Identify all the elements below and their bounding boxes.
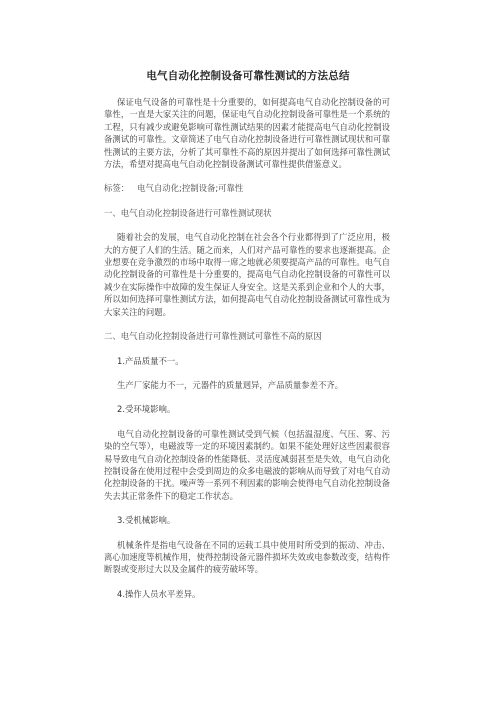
item-4-heading: 4.操作人员水平差异。: [117, 588, 201, 599]
keywords-line: [104, 182, 390, 194]
document-body: [104, 96, 390, 612]
section-2-heading: 二、电气自动化控制设备进行可靠性测试可靠性不高的原因: [104, 331, 322, 342]
item-1-paragraph: 生产厂家能力不一，元器件的质量迥异，产品质量参差不齐。: [117, 379, 344, 390]
item-2-heading: 2.受环境影响。: [117, 404, 176, 415]
keywords-label: 标签：: [104, 183, 130, 194]
item-3-paragraph: 机械条件是指电气设备在不同的运载工具中使用时所受到的振动、冲击、离心加速度等机械作用，使得控制设备元器件损坏失效或电参数改变，结构件断裂或变形过大以及金属件的疲劳破坏等。: [104, 539, 390, 575]
section-1-heading: 一、电气自动化控制设备进行可靠性测试现状: [104, 207, 272, 218]
abstract-paragraph: 保证电气设备的可靠性是十分重要的，如何提高电气自动化控制设备的可靠性，一直是大家关注的问题，保证电气自动化控制设备可靠性是一个系统的工程，只有减少或避免影响可靠性测试结果的因素才能提高电气自动化控制设备测试的可靠性。文章简述了电气自动化控制设备进行可靠性测试现状和可靠性测试的主要方法，分析了其可靠性不高的原因并提出了如何选择可靠性测试方法，希望对提高电气自动化控制设备测试可靠性提供借鉴意义。: [104, 97, 390, 170]
document-title: 电气自动化控制设备可靠性测试的方法总结: [146, 70, 350, 82]
section-1-paragraph: 随着社会的发展，电气自动化控制在社会各个行业都得到了广泛应用，极大的方便了人们的生活。随之而来，人们对产品可靠性的要求也逐渐提高。企业想要在竞争激烈的市场中取得一席之地就必须要提高产品的可靠性。电气自动化控制设备的可靠性是十分重要的，提高电气自动化控制设备的可靠性可以减少在实际操作中故障的发生保证人身安全。这是关系到企业和个人的大事，所以如何选择可靠性测试方法，如何提高电气自动化控制设备测试可靠性成为大家关注的问题。: [104, 232, 390, 317]
keywords-text: 电气自动化;控制设备;可靠性: [137, 183, 244, 194]
item-2-paragraph: 电气自动化控制设备的可靠性测试受到气候（包括温湿度、气压、雾、污染的空气等），电磁波等一定的环境因素制约。如果不能处理好这些因素很容易导致电气自动化控制设备的性能降低、灵活度减弱甚至是失效，电气自动化控制设备在使用过程中会受到周边的众多电磁波的影响从而导致了对电气自动化控制设备的干扰。噪声等一系列不利因素的影响会使得电气自动化控制设备失去其正常条件下的稳定工作状态。: [104, 428, 390, 501]
item-3-heading: 3.受机械影响。: [117, 515, 176, 526]
item-1-heading: 1.产品质量不一。: [117, 355, 184, 366]
